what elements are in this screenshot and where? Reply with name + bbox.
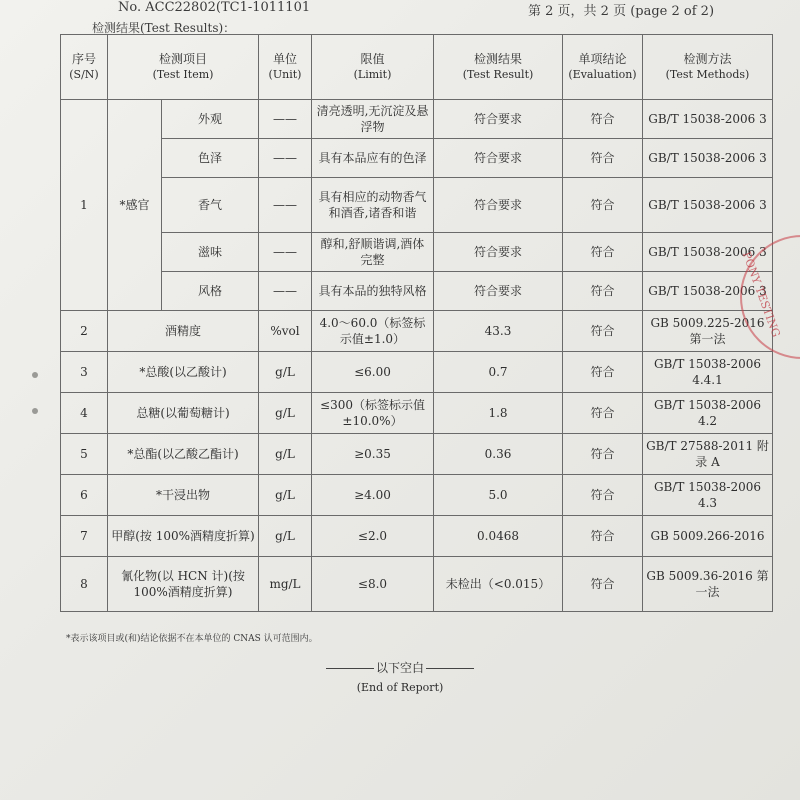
evaluation-cell: 符合 [563, 475, 643, 516]
unit-cell: g/L [259, 352, 312, 393]
table-row [61, 139, 773, 178]
sn-cell: 3 [61, 352, 108, 393]
col-header-method: 检测方法 (Test Methods) [643, 35, 773, 100]
item-cell: 酒精度 [108, 311, 259, 352]
col-header-sn: 序号 (S/N) [61, 35, 108, 100]
unit-cell: g/L [259, 393, 312, 434]
evaluation-cell: 符合 [563, 434, 643, 475]
result-cell: 符合要求 [434, 100, 563, 139]
table-row [61, 557, 773, 612]
item-cell: 香气 [162, 178, 259, 233]
table-row [61, 272, 773, 311]
item-cell: 滋味 [162, 233, 259, 272]
item-cell: 氰化物(以 HCN 计)(按 100%酒精度折算) [108, 557, 259, 612]
method-cell: GB/T 15038-2006 3 [643, 139, 773, 178]
sn-cell: 1 [61, 100, 108, 311]
item-cell: 甲醇(按 100%酒精度折算) [108, 516, 259, 557]
evaluation-cell: 符合 [563, 139, 643, 178]
table-row [61, 393, 773, 434]
evaluation-cell: 符合 [563, 100, 643, 139]
unit-cell: g/L [259, 434, 312, 475]
result-cell: 43.3 [434, 311, 563, 352]
method-cell: GB/T 15038-2006 3 [643, 178, 773, 233]
limit-cell: 具有本品的独特风格 [312, 272, 434, 311]
sn-cell: 5 [61, 434, 108, 475]
header-row [61, 35, 773, 100]
result-cell: 1.8 [434, 393, 563, 434]
report-number: No. ACC22802(TC1-1011101 [118, 0, 311, 15]
binder-hole-icon [32, 372, 38, 378]
section-title: 检测结果(Test Results)： [92, 21, 236, 35]
result-cell: 5.0 [434, 475, 563, 516]
evaluation-cell: 符合 [563, 352, 643, 393]
results-table [60, 34, 773, 612]
table-row [61, 178, 773, 233]
limit-cell: 具有本品应有的色泽 [312, 139, 434, 178]
end-of-report: (End of Report) [356, 681, 444, 694]
unit-cell: g/L [259, 475, 312, 516]
method-cell: GB/T 15038-2006 3 [643, 272, 773, 311]
sn-cell: 2 [61, 311, 108, 352]
footnote: *表示该项目或(和)结论依据不在本单位的 CNAS 认可范围内。 [66, 634, 318, 644]
col-header-item: 检测项目 (Test Item) [108, 35, 259, 100]
limit-cell: 4.0～60.0（标签标示值±1.0） [312, 311, 434, 352]
limit-cell: ≥0.35 [312, 434, 434, 475]
unit-cell: mg/L [259, 557, 312, 612]
table-row [61, 434, 773, 475]
sn-cell: 6 [61, 475, 108, 516]
end-marker [0, 659, 800, 676]
evaluation-cell: 符合 [563, 272, 643, 311]
limit-cell: ≤2.0 [312, 516, 434, 557]
stamp-text: PONY TESTING [739, 250, 783, 339]
table-row [61, 475, 773, 516]
method-cell: GB/T 15038-2006 4.3 [643, 475, 773, 516]
binder-hole-icon [32, 408, 38, 414]
end-marker-text: 以下空白 [375, 661, 424, 675]
unit-cell: —— [259, 178, 312, 233]
evaluation-cell: 符合 [563, 178, 643, 233]
evaluation-cell: 符合 [563, 557, 643, 612]
limit-cell: 清亮透明,无沉淀及悬浮物 [312, 100, 434, 139]
limit-cell: ≤300（标签标示值±10.0%） [312, 393, 434, 434]
method-cell: GB/T 27588-2011 附录 A [643, 434, 773, 475]
unit-cell: —— [259, 100, 312, 139]
table-row [61, 516, 773, 557]
limit-cell: ≤8.0 [312, 557, 434, 612]
evaluation-cell: 符合 [563, 311, 643, 352]
table-row [61, 100, 773, 139]
unit-cell: —— [259, 233, 312, 272]
item-cell: 色泽 [162, 139, 259, 178]
limit-cell: ≥4.00 [312, 475, 434, 516]
result-cell: 未检出（<0.015） [434, 557, 563, 612]
item-cell: *干浸出物 [108, 475, 259, 516]
divider [426, 668, 474, 669]
table-row [61, 311, 773, 352]
col-header-unit: 单位 (Unit) [259, 35, 312, 100]
result-cell: 0.36 [434, 434, 563, 475]
method-cell: GB/T 15038-2006 4.2 [643, 393, 773, 434]
result-cell: 符合要求 [434, 233, 563, 272]
item-cell: 外观 [162, 100, 259, 139]
item-cell: 风格 [162, 272, 259, 311]
item-cell: *总酸(以乙酸计) [108, 352, 259, 393]
col-header-result: 检测结果 (Test Result) [434, 35, 563, 100]
limit-cell: ≤6.00 [312, 352, 434, 393]
group-cell: *感官 [108, 100, 162, 311]
result-cell: 符合要求 [434, 272, 563, 311]
col-header-limit: 限值 (Limit) [312, 35, 434, 100]
sn-cell: 8 [61, 557, 108, 612]
method-cell: GB/T 15038-2006 4.4.1 [643, 352, 773, 393]
unit-cell: %vol [259, 311, 312, 352]
sn-cell: 7 [61, 516, 108, 557]
result-cell: 0.7 [434, 352, 563, 393]
page-indicator: 第 2 页，共 2 页 (page 2 of 2) [528, 4, 715, 19]
divider [326, 668, 374, 669]
limit-cell: 醇和,舒顺谐调,酒体完整 [312, 233, 434, 272]
result-cell: 符合要求 [434, 139, 563, 178]
evaluation-cell: 符合 [563, 233, 643, 272]
item-cell: 总糖(以葡萄糖计) [108, 393, 259, 434]
evaluation-cell: 符合 [563, 516, 643, 557]
table-row [61, 352, 773, 393]
table-row [61, 233, 773, 272]
method-cell: GB 5009.266-2016 [643, 516, 773, 557]
method-cell: GB 5009.36-2016 第一法 [643, 557, 773, 612]
limit-cell: 具有相应的动物香气和酒香,诸香和谐 [312, 178, 434, 233]
item-cell: *总酯(以乙酸乙酯计) [108, 434, 259, 475]
evaluation-cell: 符合 [563, 393, 643, 434]
unit-cell: —— [259, 139, 312, 178]
result-cell: 0.0468 [434, 516, 563, 557]
method-cell: GB 5009.225-2016 第一法 [643, 311, 773, 352]
result-cell: 符合要求 [434, 178, 563, 233]
method-cell: GB/T 15038-2006 3 [643, 233, 773, 272]
sn-cell: 4 [61, 393, 108, 434]
unit-cell: —— [259, 272, 312, 311]
col-header-evaluation: 单项结论 (Evaluation) [563, 35, 643, 100]
unit-cell: g/L [259, 516, 312, 557]
method-cell: GB/T 15038-2006 3 [643, 100, 773, 139]
